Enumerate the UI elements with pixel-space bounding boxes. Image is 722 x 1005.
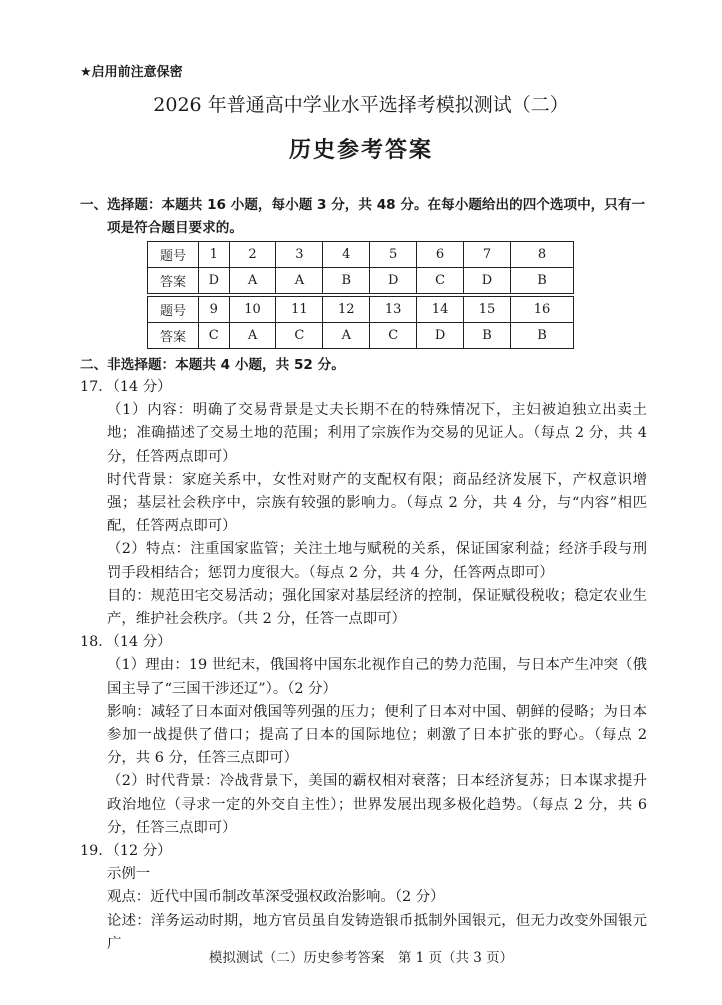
question-18	[80, 631, 647, 840]
page-footer: 模拟测试（二）历史参考答案 第 1 页（共 3 页）	[208, 950, 514, 966]
question-label: 17．（14 分）	[80, 379, 172, 395]
cell: D	[199, 268, 230, 296]
cell: B	[511, 323, 574, 349]
answer-paragraph: （1）理由：19 世纪末，俄国将中国东北视作自己的势力范围，与日本产生冲突（俄国主导了“三国干涉还辽”）。（2 分）	[107, 657, 647, 697]
answer-paragraph: 示例一	[107, 866, 151, 883]
section1-heading-line2: 项是符合题目要求的。	[107, 220, 243, 236]
cell: D	[417, 323, 464, 349]
answer-paragraph: （2）特点：注重国家监管；关注土地与赋税的关系，保证国家利益；经济手段与刑罚手段相结合；惩罚力度很大。（每点 2 分，共 4 分，任答两点即可）	[107, 541, 647, 581]
question-17	[80, 376, 647, 631]
section2-heading: 二、非选择题：本题共 4 小题，共 52 分。	[80, 357, 345, 373]
question-label: 18．（14 分）	[80, 634, 172, 651]
cell: 9	[199, 295, 230, 323]
row-label: 答案	[148, 268, 199, 296]
cell: 7	[464, 242, 511, 268]
question-19	[80, 840, 647, 956]
cell: 16	[511, 295, 574, 323]
cell: A	[229, 268, 276, 296]
cell: 11	[276, 295, 323, 323]
cell: C	[199, 323, 230, 349]
cell: 2	[229, 242, 276, 268]
answer-paragraph: （1）内容：明确了交易背景是丈夫长期不在的特殊情况下，主妇被迫独立出卖土地；准确描述了交易土地的范围；利用了宗族作为交易的见证人。（每点 2 分，共 4 分，任答两点即可）	[107, 402, 647, 465]
cell: 8	[511, 242, 574, 268]
answer-paragraph: 观点：近代中国币制改革深受强权政治影响。（2 分）	[107, 889, 445, 906]
cell: B	[511, 268, 574, 296]
row-label: 题号	[148, 295, 199, 323]
cell: 5	[370, 242, 417, 268]
cell: 4	[323, 242, 370, 268]
table-row	[148, 323, 574, 349]
cell: 13	[370, 295, 417, 323]
cell: C	[276, 323, 323, 349]
cell: B	[323, 268, 370, 296]
cell: C	[417, 268, 464, 296]
section2-body	[80, 376, 647, 956]
table-row	[148, 242, 574, 268]
cell: 15	[464, 295, 511, 323]
section1-heading	[80, 194, 650, 240]
answer-paragraph: （2）时代背景：冷战背景下，美国的霸权相对衰落；日本经济复苏；日本谋求提升政治地位（寻求一定的外交自主性）；世界发展出现多极化趋势。（每点 2 分，共 6 分，任答三点即可）	[107, 773, 647, 836]
row-label: 题号	[148, 242, 199, 268]
exam-title: 2026 年普通高中学业水平选择考模拟测试（二）	[153, 94, 569, 116]
page-title: 历史参考答案	[288, 137, 433, 163]
section1-heading-line1: 一、选择题：本题共 16 小题，每小题 3 分，共 48 分。在每小题给出的四个选项中，只有一	[80, 197, 646, 213]
cell: 14	[417, 295, 464, 323]
cell: B	[464, 323, 511, 349]
cell: C	[370, 323, 417, 349]
cell: A	[276, 268, 323, 296]
cell: 12	[323, 295, 370, 323]
cell: D	[464, 268, 511, 296]
answer-paragraph: 目的：规范田宅交易活动；强化国家对基层经济的控制，保证赋役税收；稳定农业生产，维护社会秩序。（共 2 分，任答一点即可）	[107, 587, 647, 628]
cell: 6	[417, 242, 464, 268]
answer-paragraph: 时代背景：家庭关系中，女性对财产的支配权有限；商品经济发展下，产权意识增强；基层社会秩序中，宗族有较强的影响力。（每点 2 分，共 4 分，与“内容”相匹配，任答两点即可）	[107, 471, 647, 535]
confidential-note: ★启用前注意保密	[80, 65, 183, 80]
row-label: 答案	[148, 323, 199, 349]
table-row	[148, 268, 574, 296]
cell: 3	[276, 242, 323, 268]
question-label: 19．（12 分）	[80, 843, 172, 860]
table-row	[148, 295, 574, 323]
cell: A	[323, 323, 370, 349]
answer-table	[147, 241, 574, 349]
cell: 10	[229, 295, 276, 323]
cell: 1	[199, 242, 230, 268]
answer-paragraph: 影响：减轻了日本面对俄国等列强的压力；便利了日本对中国、朝鲜的侵略；为日本参加一战提供了借口；提高了日本的国际地位；刺激了日本扩张的野心。（每点 2 分，共 6 分，任答三点即可）	[107, 703, 647, 767]
cell: D	[370, 268, 417, 296]
cell: A	[229, 323, 276, 349]
answer-paragraph: 论述：洋务运动时期，地方官员虽自发铸造银币抵制外国银元，但无力改变外国银元广	[107, 912, 647, 952]
